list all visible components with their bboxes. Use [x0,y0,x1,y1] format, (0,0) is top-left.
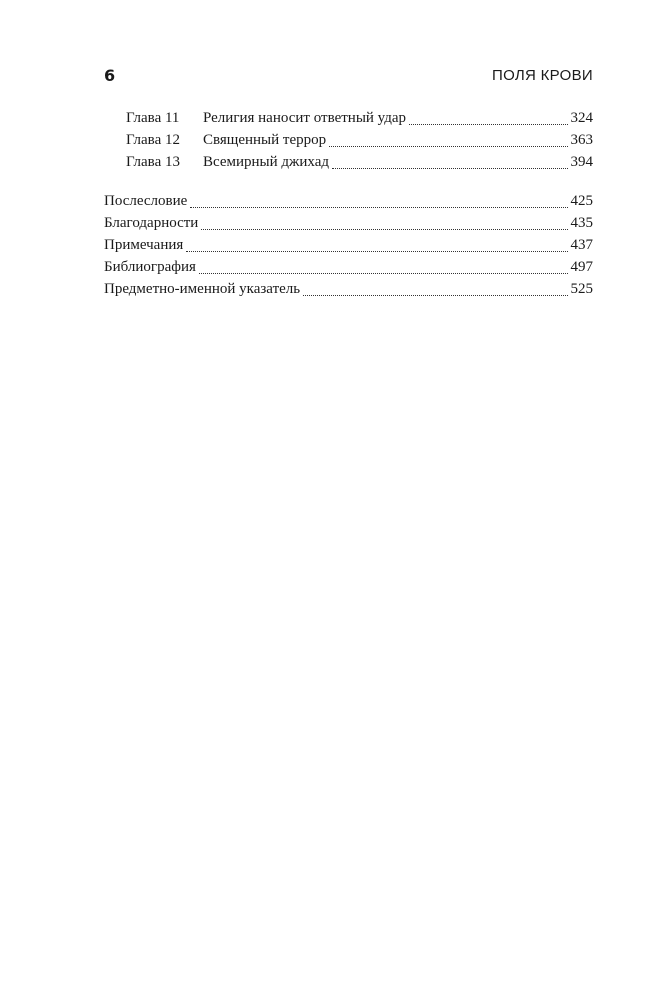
page-reference: 324 [570,110,593,126]
entry-title: Послесловие [104,193,188,209]
dot-leader [303,294,567,296]
toc-entry-chapter-12 [104,129,593,151]
dot-leader [186,250,567,252]
entry-title: Предметно-именной указатель [104,281,301,297]
dot-leader [329,145,567,147]
chapter-number: Глава 13 [126,154,180,170]
chapter-title: Всемирный джихад [203,154,330,170]
toc-chapters [104,107,593,173]
entry-title: Примечания [104,237,184,253]
dot-leader [332,167,567,169]
page-reference: 425 [570,193,593,209]
toc-entry-chapter-13 [104,151,593,173]
page-reference: 437 [570,237,593,253]
page-reference: 394 [570,154,593,170]
page-header [104,66,593,86]
page-number: 6 [104,66,116,85]
page-reference: 525 [570,281,593,297]
dot-leader [190,206,567,208]
page-reference: 435 [570,215,593,231]
entry-title: Библиография [104,259,196,275]
toc-entry-acknowledgements [104,212,593,234]
toc-back-matter [104,190,593,300]
chapter-number: Глава 11 [126,110,180,126]
toc-entry-bibliography [104,256,593,278]
dot-leader [199,272,568,274]
toc-entry-chapter-11 [104,107,593,129]
toc-entry-afterword [104,190,593,212]
toc-entry-index [104,278,593,300]
chapter-title: Священный террор [203,132,327,148]
page-reference: 363 [570,132,593,148]
entry-title: Благодарности [104,215,199,231]
page-reference: 497 [570,259,593,275]
dot-leader [409,123,567,125]
toc-entry-notes [104,234,593,256]
chapter-number: Глава 12 [126,132,180,148]
chapter-title: Религия наносит ответный удар [203,110,407,126]
running-title: ПОЛЯ КРОВИ [492,67,593,84]
dot-leader [201,228,567,230]
